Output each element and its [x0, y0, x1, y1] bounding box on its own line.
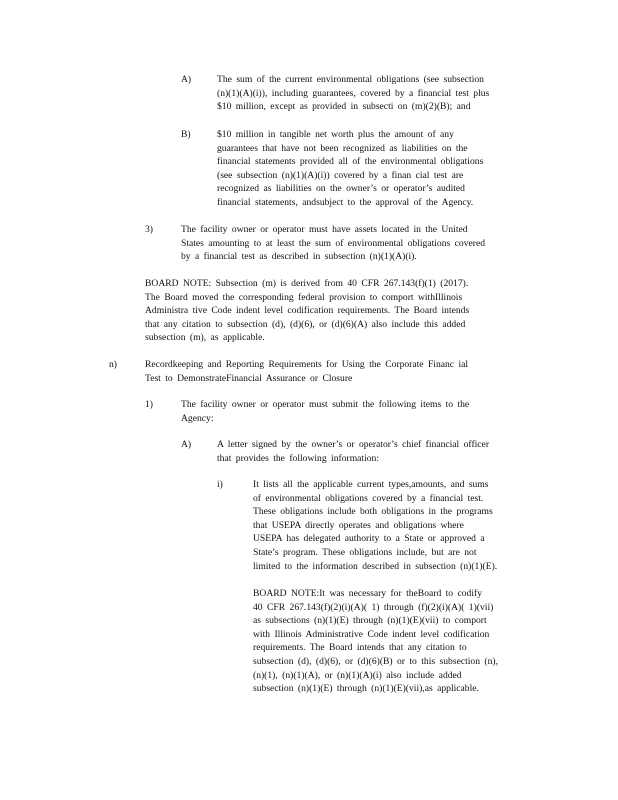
item-text-n1Ai: It lists all the applicable current types,amounts, and sums of environmental obligations covered by a financial test. These obligations include both obligations in the programs that USEPA directly operates and obligations where USEPA has delegated authority to a State or approved a State’s program. These obligations include, but are not limited to the information described in subsection (n)(1)(E). — [253, 479, 498, 572]
section-heading-n: Recordkeeping and Reporting Requirements for Using the Corporate Financ ial Test to DemonstrateFinancial Assurance or Closure — [145, 359, 469, 384]
item-text-A: The sum of the current environmental obligations (see subsection (n)(1)(A)(i)), including guarantees, covered by a financial test plus $10 million, except as provided in subsecti on (m)(2)(B); and — [217, 74, 490, 113]
item-label-A: A) — [181, 74, 192, 85]
item-text-n1: The facility owner or operator must submit the following items to the Agency: — [181, 399, 470, 424]
section-label-n: n) — [109, 359, 117, 370]
item-text-n1A: A letter signed by the owner’s or operator’s chief financial officer that provides the following information: — [217, 439, 490, 464]
item-label-n1A: A) — [181, 439, 192, 450]
item-label-B: B) — [181, 129, 191, 140]
item-label-n1Ai: i) — [217, 479, 223, 490]
board-note-n1E: BOARD NOTE:It was necessary for theBoard to codify 40 CFR 267.143(f)(2)(i)(A)( 1) through (f)(2)(i)(A)( 1)(vii) as subsections (n)(1)(E) through (n)(1)(E)(vii) to comport with Illinois Administrative Code indent level codification requirements. The Board intends that any citation to subsection (d), (d)(6), or (d)(6)(B) or to this subsection (n), (n)(1), (n)(1)(A), or (n)(1)(A)(i) also include added subsection (n)(1)(E) through (n)(1)(E)(vii),as applicable. — [253, 588, 498, 695]
item-label-3: 3) — [145, 224, 153, 235]
item-text-B: $10 million in tangible net worth plus the amount of any guarantees that have not been recognized as liabilities on the financial statements provided all of the environmental obligations (see subsection (n)(1)(A)(i)) covered by a finan cial test are recognized as liabilities on the owner’s or operator’s audited financial statements, andsubject to the approval of the Agency. — [217, 129, 484, 208]
board-note-m: BOARD NOTE: Subsection (m) is derived from 40 CFR 267.143(f)(1) (2017). The Board moved the corresponding federal provision to comport withIllinois Administra tive Code indent level codification requirements. The Board intends that any citation to subsection (d), (d)(6), or (d)(6)(A) also include this added subsection (m), as applicable. — [145, 278, 470, 344]
item-text-3: The facility owner or operator must have assets located in the United States amounting to at least the sum of environmental obligations covered by a financial test as described in subsection (n)(1)(A)(i). — [181, 224, 486, 263]
item-label-n1: 1) — [145, 399, 153, 410]
